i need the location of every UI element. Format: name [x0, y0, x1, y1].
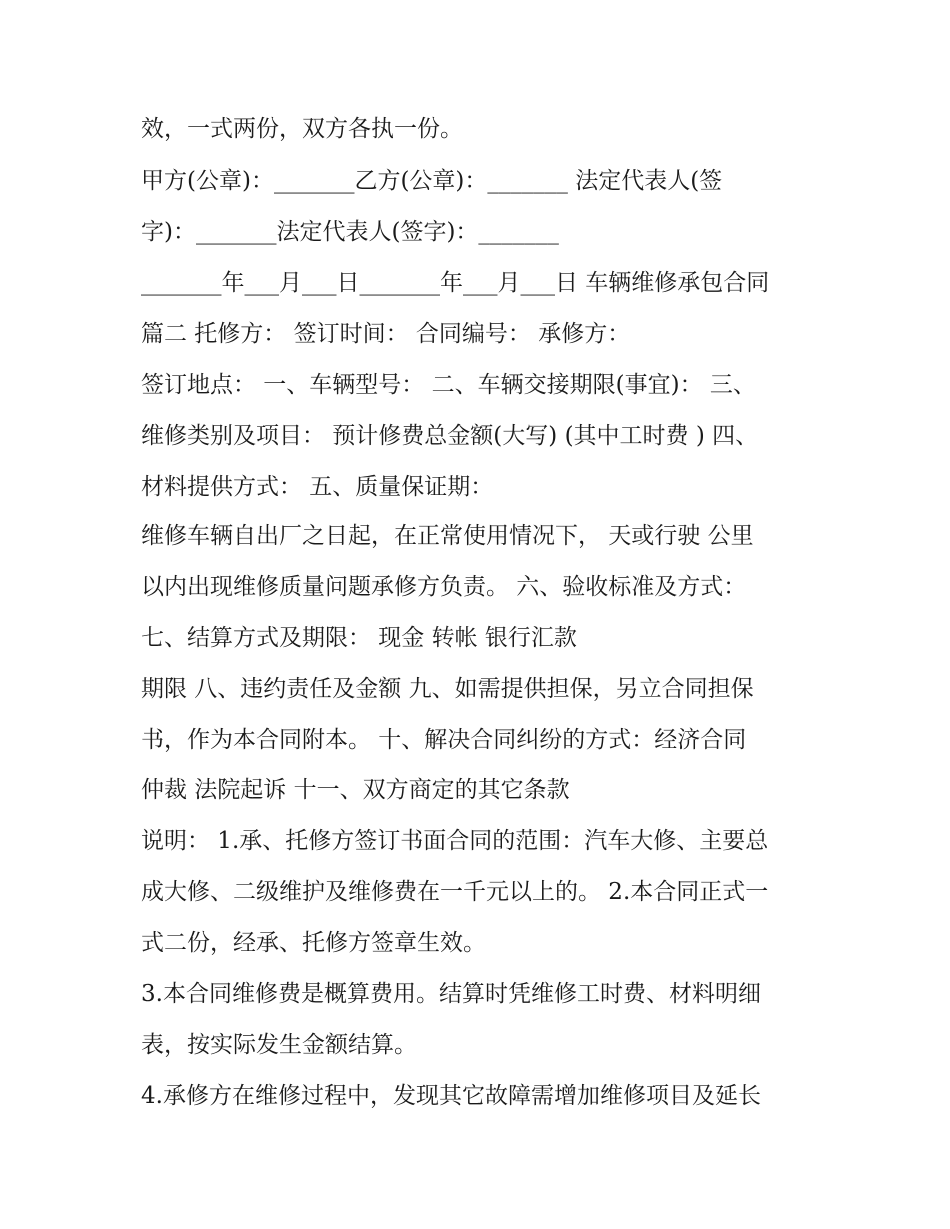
text-line: 签订地点： 一、车辆型号： 二、车辆交接期限(事宜)： 三、 [141, 372, 756, 398]
text-line: 以内出现维修质量问题承修方负责。 六、验收标准及方式： [141, 574, 747, 600]
text-line: 材料提供方式： 五、质量保证期： [141, 474, 494, 500]
text-line: 说明： 1.承、托修方签订书面合同的范围：汽车大修、主要总 [141, 828, 769, 854]
text-line: 4.承修方在维修过程中，发现其它故障需增加维修项目及延长 [141, 1083, 761, 1109]
text-line: 书，作为本合同附本。 十、解决合同纠纷的方式：经济合同 [141, 727, 747, 753]
text-line: 效，一式两份，双方各执一份。 [141, 116, 463, 142]
text-line: 甲方(公章)：_______乙方(公章)：_______ 法定代表人(签 [141, 168, 723, 194]
text-line: 成大修、二级维护及维修费在一千元以上的。 2.本合同正式一 [141, 879, 769, 905]
text-line: 维修类别及项目： 预计修费总金额(大写) (其中工时费 ) 四、 [141, 423, 759, 449]
text-line: 维修车辆自出厂之日起，在正常使用情况下， 天或行驶 公里 [141, 523, 754, 549]
text-line: 篇二 托修方： 签订时间： 合同编号： 承修方： [141, 321, 631, 347]
text-line: 3.本合同维修费是概算费用。结算时凭维修工时费、材料明细 [141, 981, 761, 1007]
text-line: 七、结算方式及期限： 现金 转帐 银行汇款 [141, 625, 577, 651]
text-line: 期限 八、违约责任及金额 九、如需提供担保，另立合同担保 [141, 676, 754, 702]
text-line: _______年___月___日_______年___月___日 车辆维修承包合同 [141, 270, 770, 296]
text-line: 式二份，经承、托修方签章生效。 [141, 930, 486, 956]
text-line: 表，按实际发生金额结算。 [141, 1032, 417, 1058]
text-line: 字)：_______法定代表人(签字)：_______ [141, 219, 559, 245]
text-line: 仲裁 法院起诉 十一、双方商定的其它条款 [141, 777, 570, 803]
